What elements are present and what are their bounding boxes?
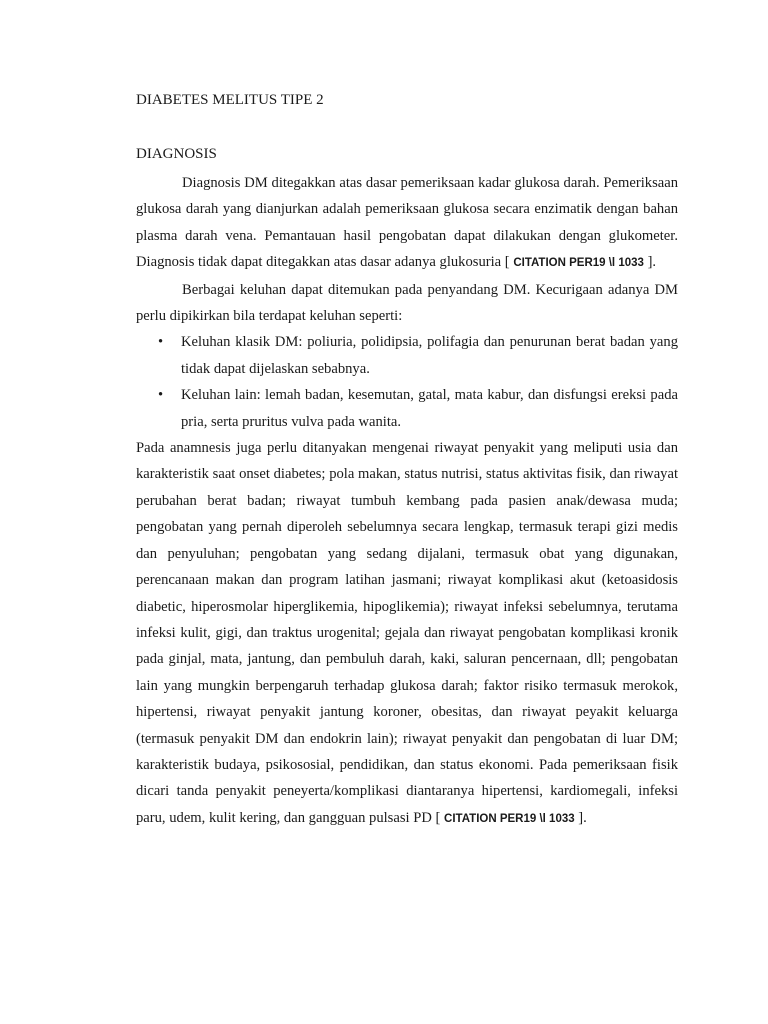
paragraph-text: Pada anamnesis juga perlu ditanyakan mengenai riwayat penyakit yang meliputi usia dan karakteristik saat onset diabetes; pola makan, status nutrisi, status aktivitas fisik, dan riwayat perubahan berat badan; riwayat tumbuh kembang pada pasien anak/dewasa muda; pengobatan yang pernah diperoleh sebelumnya secara lengkap, termasuk terapi gizi medis dan penyuluhan; pengobatan yang sedang dijalani, termasuk obat yang digunakan, perencanaan makan dan program latihan jasmani; riwayat komplikasi akut (ketoasidosis diabetic, hiperosmolar hiperglikemia, hipoglikemia); riwayat infeksi sebelumnya, terutama infeksi kulit, gigi, dan traktus urogenital; gejala dan riwayat pengobatan komplikasi kronik pada ginjal, mata, jantung, dan pembuluh darah, kaki, saluran pencernaan, dll; pengobatan lain yang mungkin berpengaruh terhadap glukosa darah; faktor risiko termasuk merokok, hipertensi, riwayat penyakit jantung koroner, obesitas, dan riwayat peyakit keluarga (termasuk penyakit DM dan endokrin lain); riwayat penyakit dan pengobatan di luar DM; karakteristik budaya, psikososial, pendidikan, dan status ekonomi. Pada pemeriksaan fisik dicari tanda penyakit peneyerta/komplikasi diantaranya hipertensi, kardiomegali, infeksi paru, udem, kulit kering, dan gangguan pulsasi PD [ [136, 440, 678, 826]
paragraph-diagnosis [136, 170, 678, 277]
bullet-icon: • [158, 387, 164, 404]
paragraph-keluhan: Berbagai keluhan dapat ditemukan pada penyandang DM. Kecurigaan adanya DM perlu dipikirkan bila terdapat keluhan seperti: [136, 281, 678, 325]
document-body [136, 170, 678, 832]
list-item [158, 329, 678, 382]
citation-field: CITATION PER19 \l 1033 [444, 812, 575, 825]
list-item-text: Keluhan klasik DM: poliuria, polidipsia, polifagia dan penurunan berat badan yang tidak dapat dijelaskan sebabnya. [181, 334, 678, 377]
citation-field: CITATION PER19 \l 1033 [513, 257, 644, 270]
section-heading-diagnosis: DIAGNOSIS [136, 146, 217, 162]
document-title: DIABETES MELITUS TIPE 2 [136, 92, 324, 108]
symptom-list [136, 329, 678, 435]
bullet-icon: • [158, 334, 164, 351]
paragraph-text: Diagnosis DM ditegakkan atas dasar pemeriksaan kadar glukosa darah. Pemeriksaan glukosa darah yang dianjurkan adalah pemeriksaan glukosa secara enzimatik dengan bahan plasma darah vena. Pemantauan hasil pengobatan dapat dilakukan dengan glukometer. Diagnosis tidak dapat ditegakkan atas dasar adanya glukosuria [ [136, 175, 678, 271]
list-item [158, 382, 678, 435]
citation-end: ]. [578, 809, 587, 826]
paragraph-anamnesis [136, 435, 678, 832]
citation-end: ]. [647, 254, 657, 271]
list-item-text: Keluhan lain: lemah badan, kesemutan, gatal, mata kabur, dan disfungsi ereksi pada pria, serta pruritus vulva pada wanita. [181, 387, 678, 430]
